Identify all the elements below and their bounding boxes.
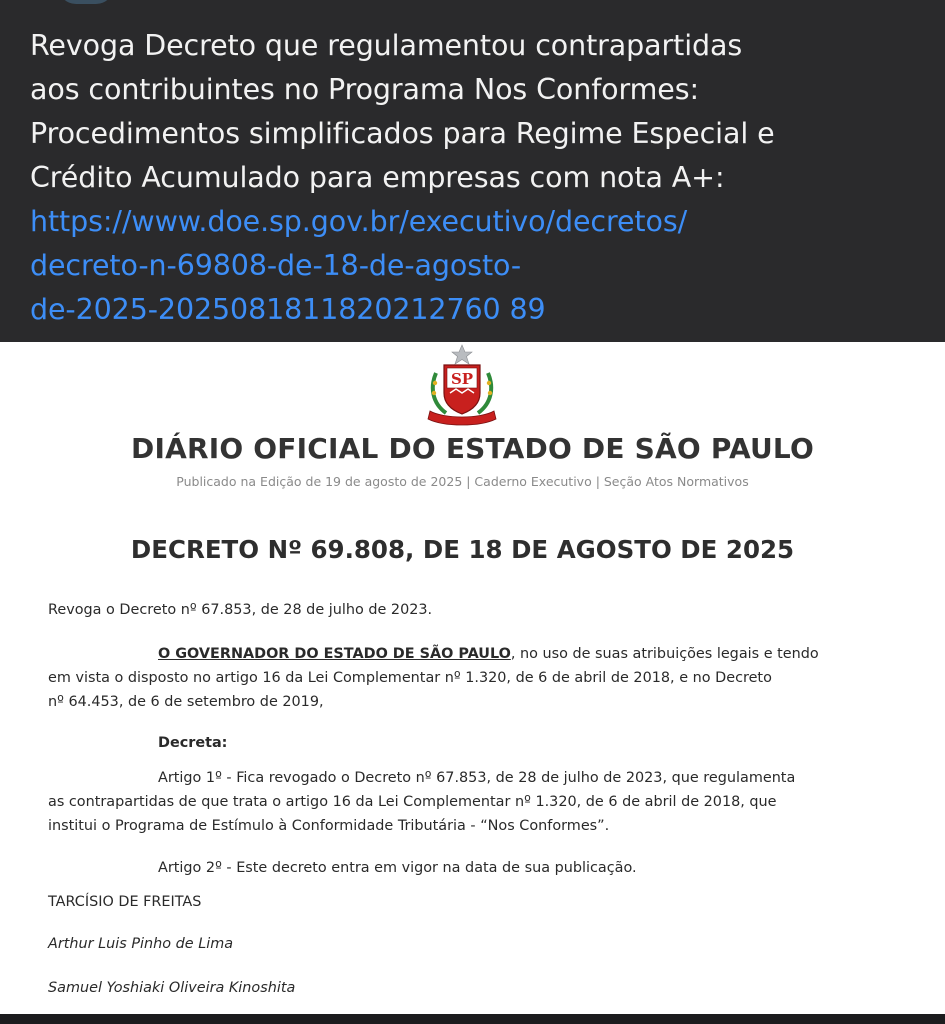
message-line: Procedimentos simplificados para Regime Especial e <box>30 117 775 150</box>
article-line: institui o Programa de Estímulo à Conformidade Tributária - “Nos Conformes”. <box>48 818 610 834</box>
edition-line: Publicado na Edição de 19 de agosto de 2025 | Caderno Executivo | Seção Atos Normativos <box>176 474 749 489</box>
message-bubble <box>0 0 945 342</box>
preamble-text: , no uso de suas atribuições legais e tendo <box>510 646 819 662</box>
article-1 <box>48 766 795 838</box>
article-line: Artigo 1º - Fica revogado o Decreto nº 67.853, de 28 de julho de 2023, que regulamenta <box>158 770 796 786</box>
preamble-line: em vista o disposto no artigo 16 da Lei Complementar nº 1.320, de 6 de abril de 2018, e no Decreto <box>48 670 772 686</box>
decreta-label: Decreta: <box>158 735 228 751</box>
decree-summary: Revoga o Decreto nº 67.853, de 28 de julho de 2023. <box>48 602 433 618</box>
avatar <box>58 0 114 4</box>
bottom-bar <box>0 1014 945 1024</box>
decree-title: DECRETO Nº 69.808, DE 18 DE AGOSTO DE 2025 <box>130 535 795 564</box>
message-text[interactable] <box>30 24 945 332</box>
document-image[interactable] <box>0 342 945 1014</box>
message-line: Revoga Decreto que regulamentou contrapartidas <box>30 29 743 62</box>
link-line[interactable]: de-2025-2025081811820212760 89 <box>30 293 546 326</box>
decree-link[interactable] <box>30 200 945 332</box>
preamble <box>48 642 819 714</box>
preamble-line <box>48 642 819 666</box>
masthead: DIÁRIO OFICIAL DO ESTADO DE SÃO PAULO <box>131 432 814 465</box>
article-line: as contrapartidas de que trata o artigo 16 da Lei Complementar nº 1.320, de 6 de abril de 2018, que <box>48 794 777 810</box>
governor-title: O GOVERNADOR DO ESTADO DE SÃO PAULO <box>158 646 511 662</box>
emblem-letters: SP <box>450 370 474 388</box>
link-line[interactable]: decreto-n-69808-de-18-de-agosto- <box>30 249 522 282</box>
message-line: aos contribuintes no Programa Nos Conformes: <box>30 73 699 106</box>
article-2: Artigo 2º - Este decreto entra em vigor na data de sua publicação. <box>158 860 637 876</box>
signatory-secretary: Samuel Yoshiaki Oliveira Kinoshita <box>48 980 296 996</box>
message-line: Crédito Acumulado para empresas com nota A+: <box>30 161 725 194</box>
sp-coat-of-arms-icon <box>424 343 500 427</box>
signatory-governor: TARCÍSIO DE FREITAS <box>48 894 202 910</box>
signatory-secretary: Arthur Luis Pinho de Lima <box>48 936 234 952</box>
link-line[interactable]: https://www.doe.sp.gov.br/executivo/decretos/ <box>30 205 688 238</box>
preamble-line: nº 64.453, de 6 de setembro de 2019, <box>48 694 324 710</box>
